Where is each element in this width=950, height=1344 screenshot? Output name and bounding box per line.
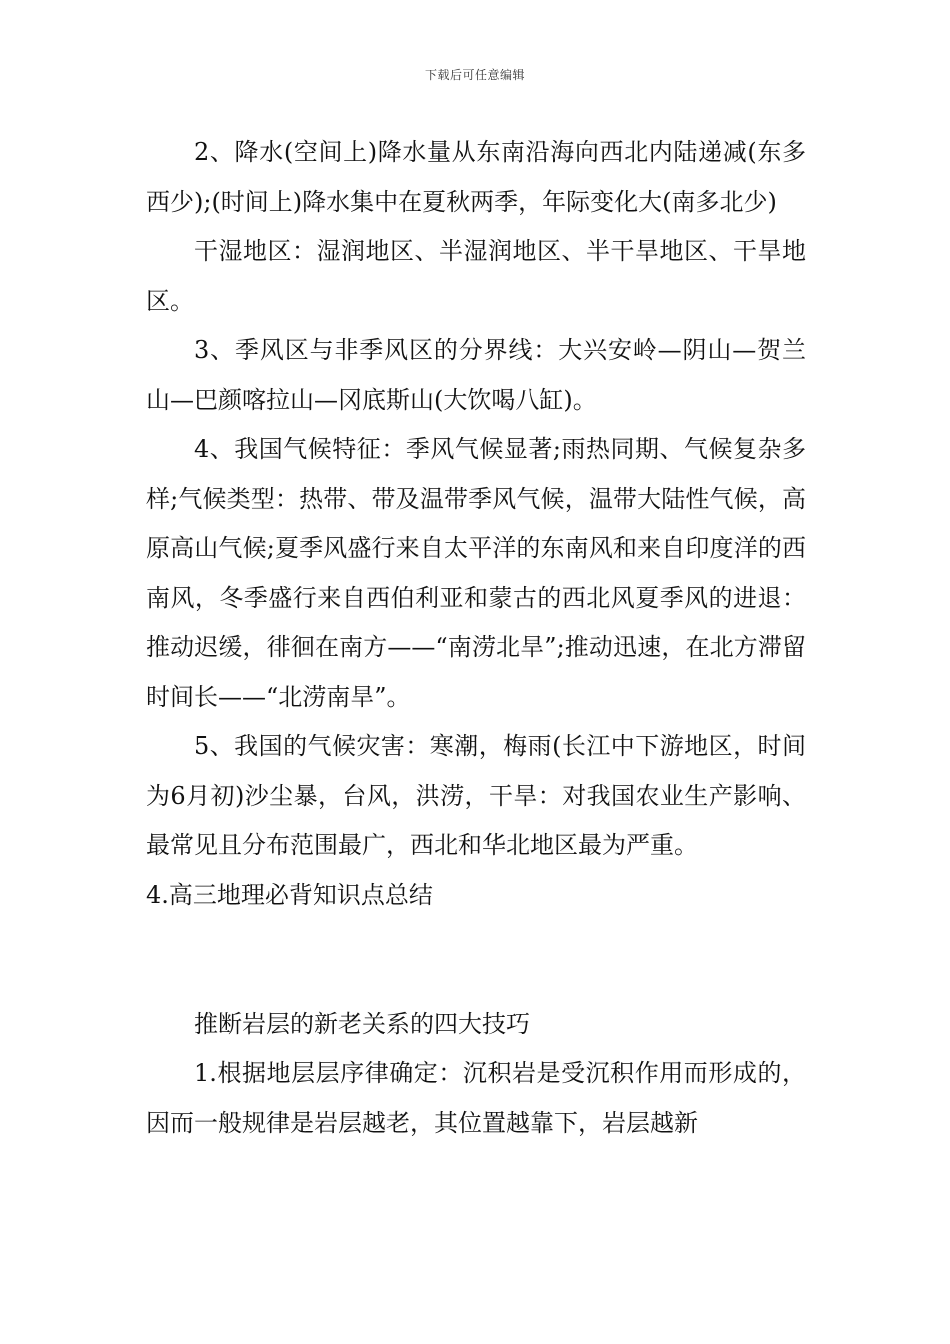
paragraph-dry-wet-regions: 干湿地区：湿润地区、半湿润地区、半干旱地区、干旱地区。 xyxy=(146,237,806,315)
blank-line xyxy=(146,920,806,970)
paragraph-monsoon-boundary: 3、季风区与非季风区的分界线：大兴安岭—阴山—贺兰山—巴颜喀拉山—冈底斯山(大饮喝八缸)。 xyxy=(146,336,806,414)
spacer xyxy=(146,970,806,1000)
page-header: 下载后可任意编辑 xyxy=(424,68,525,82)
paragraph-precipitation: 2、降水(空间上)降水量从东南沿海向西北内陆递减(东多西少);(时间上)降水集中在夏秋两季，年际变化大(南多北少) xyxy=(146,138,806,216)
paragraph-climate-features: 4、我国气候特征：季风气候显著;雨热同期、气候复杂多样;气候类型：热带、带及温带季风气候，温带大陆性气候，高原高山气候;夏季风盛行来自太平洋的东南风和来自印度洋的西南风，冬季盛行来自西伯利亚和蒙古的西北风夏季风的进退：推动迟缓，徘徊在南方——“南涝北旱”;推动迅速，在北方滞留时间长——“北涝南旱”。 xyxy=(146,435,806,711)
section-heading: 4.高三地理必背知识点总结 xyxy=(146,880,433,909)
paragraph-stratigraphy-rule: 1.根据地层层序律确定：沉积岩是受沉积作用而形成的，因而一般规律是岩层越老，其位置越靠下，岩层越新 xyxy=(146,1059,806,1137)
paragraph-climate-disasters: 5、我国的气候灾害：寒潮，梅雨(长江中下游地区，时间为6月初)沙尘暴，台风，洪涝，干旱：对我国农业生产影响、最常见且分布范围最广，西北和华北地区最为严重。 xyxy=(146,732,806,859)
document-body xyxy=(146,128,806,1148)
subsection-title: 推断岩层的新老关系的四大技巧 xyxy=(194,1009,530,1038)
